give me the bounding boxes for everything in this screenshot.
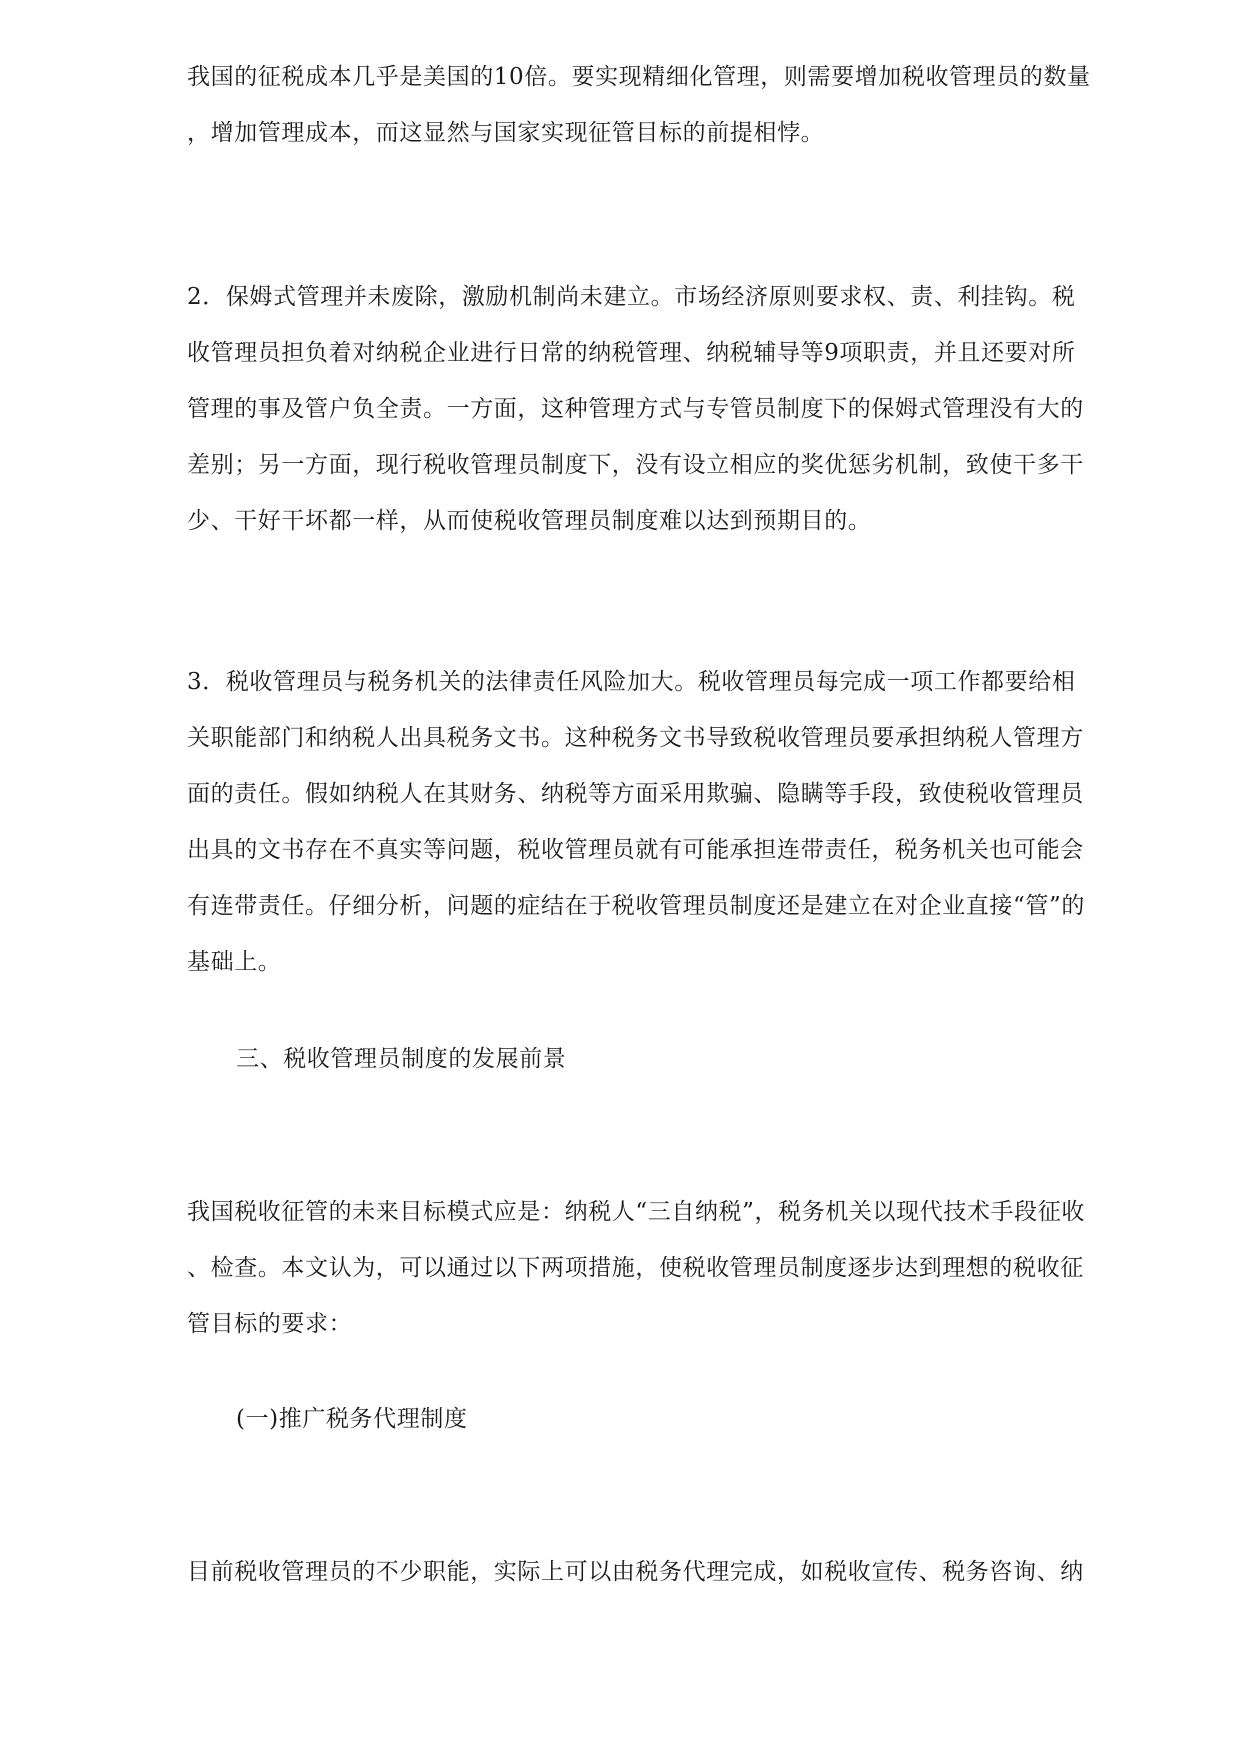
text-line: 我国的征税成本几乎是美国的10倍。要实现精细化管理，则需要增加税收管理员的数量 bbox=[187, 64, 1091, 90]
text-line: 关职能部门和纳税人出具税务文书。这种税务文书导致税收管理员要承担纳税人管理方 bbox=[187, 725, 1084, 751]
text-line: ，增加管理成本，而这显然与国家实现征管目标的前提相悖。 bbox=[187, 120, 825, 146]
subsection-heading: (一)推广税务代理制度 bbox=[236, 1406, 468, 1432]
section-heading: 三、税收管理员制度的发展前景 bbox=[236, 1046, 567, 1072]
text-line: 目前税收管理员的不少职能，实际上可以由税务代理完成，如税收宣传、税务咨询、纳 bbox=[187, 1559, 1084, 1585]
text-line: 收管理员担负着对纳税企业进行日常的纳税管理、纳税辅导等9项职责，并且还要对所 bbox=[187, 340, 1076, 366]
text-line: 管理的事及管户负全责。一方面，这种管理方式与专管员制度下的保姆式管理没有大的 bbox=[187, 396, 1084, 422]
text-line: 面的责任。假如纳税人在其财务、纳税等方面采用欺骗、隐瞒等手段，致使税收管理员 bbox=[187, 781, 1084, 807]
text-line: 我国税收征管的未来目标模式应是：纳税人“三自纳税”，税务机关以现代技术手段征收 bbox=[187, 1199, 1085, 1225]
text-line: 少、干好干坏都一样，从而使税收管理员制度难以达到预期目的。 bbox=[187, 508, 872, 534]
text-line: 2．保姆式管理并未废除，激励机制尚未建立。市场经济原则要求权、责、利挂钩。税 bbox=[187, 284, 1076, 310]
text-line: 、检查。本文认为，可以通过以下两项措施，使税收管理员制度逐步达到理想的税收征 bbox=[187, 1255, 1084, 1281]
text-line: 差别；另一方面，现行税收管理员制度下，没有设立相应的奖优惩劣机制，致使干多干 bbox=[187, 452, 1084, 478]
text-line: 出具的文书存在不真实等问题，税收管理员就有可能承担连带责任，税务机关也可能会 bbox=[187, 837, 1084, 863]
text-line: 3．税收管理员与税务机关的法律责任风险加大。税收管理员每完成一项工作都要给相 bbox=[187, 669, 1076, 695]
text-line: 管目标的要求： bbox=[187, 1311, 353, 1337]
text-line: 有连带责任。仔细分析，问题的症结在于税收管理员制度还是建立在对企业直接“管”的 bbox=[187, 893, 1085, 919]
text-line: 基础上。 bbox=[187, 949, 282, 975]
